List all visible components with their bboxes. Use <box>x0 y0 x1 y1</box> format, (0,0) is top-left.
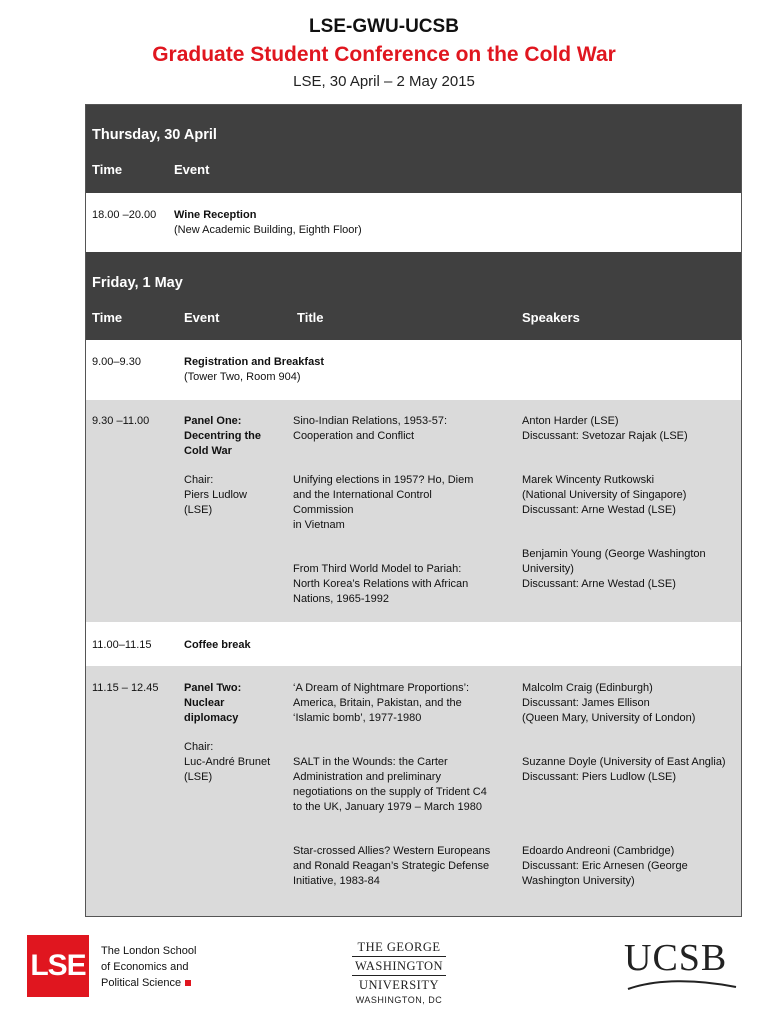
paper-title: to the UK, January 1979 – March 1980 <box>293 801 482 813</box>
discussant: Discussant: Piers Ludlow (LSE) <box>522 771 677 783</box>
col-event: Event <box>184 310 220 325</box>
paper-title: Nations, 1965-1992 <box>293 593 390 605</box>
speaker: Malcolm Craig (Edinburgh) <box>522 682 653 694</box>
col-title: Title <box>297 310 324 325</box>
panel-name: Nuclear <box>184 697 225 709</box>
col-time: Time <box>92 162 123 177</box>
row-time: 9.00–9.30 <box>92 356 141 368</box>
lse-square-icon <box>185 980 191 986</box>
speaker: Anton Harder (LSE) <box>522 415 619 427</box>
conference-series: LSE-GWU-UCSB <box>309 16 459 37</box>
speaker: Suzanne Doyle (University of East Anglia) <box>522 756 726 768</box>
gwu-city: WASHINGTON, DC <box>355 995 443 1005</box>
paper-title: ‘A Dream of Nightmare Proportions’: <box>293 682 470 694</box>
lse-line <box>101 975 196 991</box>
gwu-rule <box>352 975 446 976</box>
discussant-affiliation: (Queen Mary, University of London) <box>522 712 696 724</box>
col-speakers: Speakers <box>522 310 580 325</box>
row-time: 11.00–11.15 <box>92 639 152 651</box>
friday-header <box>86 252 741 340</box>
footer-logos <box>0 930 768 1010</box>
paper-title: North Korea’s Relations with African <box>293 578 469 590</box>
paper-title: in Vietnam <box>293 519 345 531</box>
paper-title: Administration and preliminary <box>293 771 441 783</box>
row-time: 9.30 –11.00 <box>92 415 150 427</box>
lse-line: of Economics and <box>101 961 189 973</box>
row-time: 18.00 –20.00 <box>92 209 157 221</box>
lse-line-text: Political Science <box>101 977 182 989</box>
speaker: Marek Wincenty Rutkowski <box>522 474 655 486</box>
chair-affiliation: (LSE) <box>184 771 213 783</box>
discussant: Discussant: Arne Westad (LSE) <box>522 504 676 516</box>
table-row-panel-one <box>86 400 741 622</box>
gwu-line: THE GEORGE <box>357 940 441 954</box>
gwu-rule <box>352 956 446 957</box>
chair-affiliation: (LSE) <box>184 504 213 516</box>
ucsb-swoosh-icon <box>626 977 738 993</box>
discussant: Discussant: Eric Arnesen (George <box>522 860 688 872</box>
paper-title: Star-crossed Allies? Western Europeans <box>293 845 491 857</box>
panel-name: Panel One: <box>184 415 242 427</box>
paper-title: Cooperation and Conflict <box>293 430 415 442</box>
gwu-line: WASHINGTON <box>354 959 444 973</box>
conference-title: Graduate Student Conference on the Cold War <box>152 43 616 66</box>
ucsb-logo: UCSB <box>624 937 728 979</box>
paper-title: SALT in the Wounds: the Carter <box>293 756 448 768</box>
discussant: Discussant: James Ellison <box>522 697 650 709</box>
discussant: Discussant: Svetozar Rajak (LSE) <box>522 430 688 442</box>
chair-label: Chair: <box>184 474 214 486</box>
day-title: Thursday, 30 April <box>92 127 217 143</box>
paper-title: Unifying elections in 1957? Ho, Diem <box>293 474 474 486</box>
day-title: Friday, 1 May <box>92 275 183 291</box>
paper-title: Commission <box>293 504 354 516</box>
paper-title: and Ronald Reagan’s Strategic Defense <box>293 860 490 872</box>
conference-dates: LSE, 30 April – 2 May 2015 <box>293 73 475 90</box>
paper-title: America, Britain, Pakistan, and the <box>293 697 462 709</box>
lse-wordmark <box>101 943 196 991</box>
panel-name: Cold War <box>184 445 232 457</box>
paper-title: From Third World Model to Pariah: <box>293 563 462 575</box>
paper-title: ‘Islamic bomb’, 1977-1980 <box>293 712 422 724</box>
paper-title: negotiations on the supply of Trident C4 <box>293 786 487 798</box>
col-event: Event <box>174 162 210 177</box>
gwu-line: UNIVERSITY <box>359 978 439 992</box>
lse-line: The London School <box>101 945 197 957</box>
lse-logo: LSE <box>27 935 89 997</box>
thursday-header <box>86 105 741 193</box>
row-event: Coffee break <box>184 639 251 651</box>
paper-title: Initiative, 1983-84 <box>293 875 380 887</box>
chair-name: Piers Ludlow <box>184 489 247 501</box>
discussant: Discussant: Arne Westad (LSE) <box>522 578 676 590</box>
gwu-logo <box>352 940 446 1005</box>
panel-name: diplomacy <box>184 712 239 724</box>
row-location: (New Academic Building, Eighth Floor) <box>174 224 362 236</box>
panel-name: Decentring the <box>184 430 262 442</box>
chair-label: Chair: <box>184 741 214 753</box>
speaker-affiliation: University) <box>522 563 574 575</box>
schedule-table <box>85 104 742 917</box>
speaker-affiliation: (National University of Singapore) <box>522 489 687 501</box>
paper-title: Sino-Indian Relations, 1953-57: <box>293 415 448 427</box>
table-row <box>86 193 741 252</box>
chair-name: Luc-André Brunet <box>184 756 271 768</box>
panel-name: Panel Two: <box>184 682 242 694</box>
speaker: Edoardo Andreoni (Cambridge) <box>522 845 675 857</box>
row-location: (Tower Two, Room 904) <box>184 371 301 383</box>
paper-title: and the International Control <box>293 489 432 501</box>
table-row <box>86 340 741 400</box>
row-event: Wine Reception <box>174 209 257 221</box>
table-row <box>86 622 741 666</box>
row-time: 11.15 – 12.45 <box>92 682 159 694</box>
speaker: Benjamin Young (George Washington <box>522 548 706 560</box>
col-time: Time <box>92 310 123 325</box>
table-row-panel-two <box>86 666 741 917</box>
discussant-affiliation: Washington University) <box>522 875 635 887</box>
row-event: Registration and Breakfast <box>184 356 324 368</box>
